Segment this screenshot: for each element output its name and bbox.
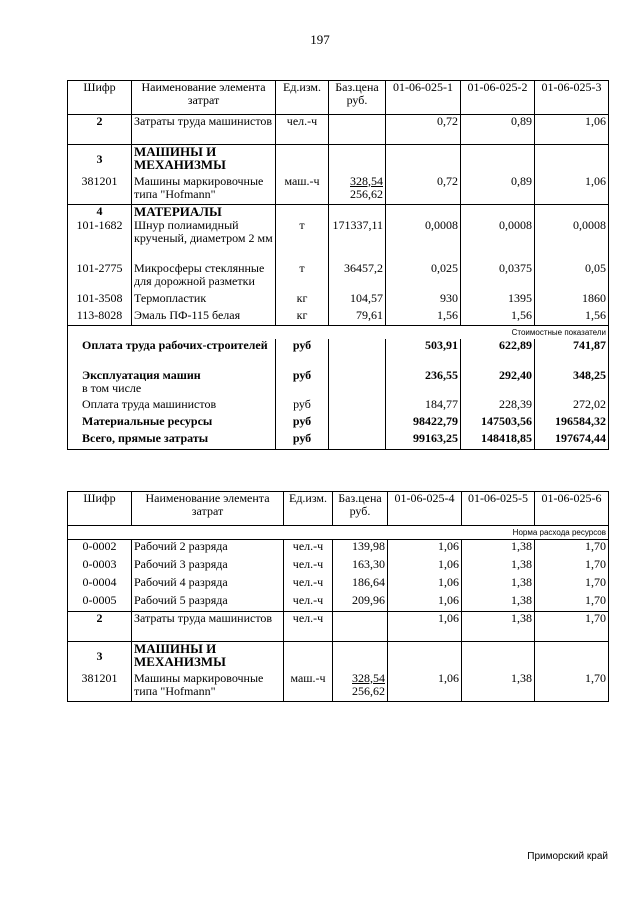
- row-value: 1,70: [535, 576, 609, 594]
- table-header-row: [68, 81, 609, 115]
- footer-region: Приморский край: [527, 851, 608, 862]
- row-value: 1860: [535, 292, 609, 309]
- row-price: 163,30: [333, 558, 388, 576]
- section-number: 3: [68, 145, 132, 175]
- row-price: [333, 672, 388, 702]
- row-value: 1,56: [386, 309, 461, 326]
- header-name: Наименование элемента затрат: [132, 492, 284, 526]
- summary-value: 348,25: [535, 369, 609, 398]
- row-name: Рабочий 2 разряда: [132, 540, 284, 558]
- row-value: 1,70: [535, 612, 609, 642]
- row-value: 1,56: [535, 309, 609, 326]
- summary-value: 622,89: [461, 339, 535, 369]
- summary-row: [68, 369, 609, 398]
- table-header-row: [68, 492, 609, 526]
- summary-value: 184,77: [386, 398, 461, 415]
- summary-unit: руб: [276, 432, 329, 449]
- table-row: [68, 558, 609, 576]
- row-unit: чел.-ч: [284, 612, 333, 642]
- row-name: Затраты труда машинистов: [132, 115, 276, 145]
- row-name: Машины маркировочные типа "Hofmann": [132, 672, 284, 702]
- summary-value: 503,91: [386, 339, 461, 369]
- row-value: 1,38: [462, 558, 535, 576]
- row-value: 1,06: [388, 612, 462, 642]
- summary-unit: руб: [276, 339, 329, 369]
- header-col-2: 01-06-025-2: [461, 81, 535, 115]
- section-title: МАТЕРИАЛЫ: [132, 205, 276, 219]
- price-current: 328,54: [352, 670, 385, 685]
- header-col-3: 01-06-025-3: [535, 81, 609, 115]
- row-value: 0,0008: [535, 219, 609, 262]
- row-value: 1,38: [462, 540, 535, 558]
- header-price: Баз.цена руб.: [333, 492, 388, 526]
- row-code: 381201: [68, 672, 132, 702]
- summary-value: 197674,44: [535, 432, 609, 449]
- table-row: [68, 115, 609, 145]
- row-code: 2: [68, 115, 132, 145]
- row-value: 1,06: [388, 576, 462, 594]
- row-value: 0,0375: [461, 262, 535, 292]
- summary-value: 99163,25: [386, 432, 461, 449]
- row-price: 186,64: [333, 576, 388, 594]
- row-code: 101-3508: [68, 292, 132, 309]
- row-unit: т: [276, 219, 329, 262]
- row-value: 0,0008: [461, 219, 535, 262]
- header-code: Шифр: [68, 81, 132, 115]
- row-price: 79,61: [329, 309, 386, 326]
- summary-name-block: [68, 369, 276, 398]
- section-title: МАШИНЫ И МЕХАНИЗМЫ: [132, 145, 276, 175]
- row-unit: чел.-ч: [284, 594, 333, 612]
- row-code: 2: [68, 612, 132, 642]
- row-unit: чел.-ч: [276, 115, 329, 145]
- summary-value: 272,02: [535, 398, 609, 415]
- norm-note: Норма расхода ресурсов: [68, 526, 609, 540]
- resource-table-2: [67, 491, 609, 702]
- summary-unit: руб: [276, 415, 329, 432]
- row-unit: маш.-ч: [276, 175, 329, 205]
- summary-unit: руб: [276, 369, 329, 398]
- row-unit: кг: [276, 292, 329, 309]
- row-value: 1,06: [388, 558, 462, 576]
- header-code: Шифр: [68, 492, 132, 526]
- header-unit: Ед.изм.: [284, 492, 333, 526]
- summary-unit: руб: [276, 398, 329, 415]
- section-title: МАШИНЫ И МЕХАНИЗМЫ: [132, 642, 284, 672]
- summary-subnote: в том числе: [82, 381, 142, 395]
- table-row: [68, 262, 609, 292]
- summary-value: 236,55: [386, 369, 461, 398]
- section-row: [68, 145, 609, 175]
- table-row: [68, 594, 609, 612]
- page-number: 197: [310, 32, 330, 47]
- row-value: 0,025: [386, 262, 461, 292]
- row-value: 0,0008: [386, 219, 461, 262]
- section-number: 4: [68, 205, 132, 219]
- summary-name: Всего, прямые затраты: [68, 432, 276, 449]
- row-price: 139,98: [333, 540, 388, 558]
- header-price: Баз.цена руб.: [329, 81, 386, 115]
- header-name: Наименование элемента затрат: [132, 81, 276, 115]
- row-price: [329, 115, 386, 145]
- row-value: 1,38: [462, 594, 535, 612]
- price-base: 256,62: [352, 683, 385, 698]
- row-value: 0,72: [386, 115, 461, 145]
- row-name: Микросферы стеклянные для дорожной разметки: [132, 262, 276, 292]
- header-col-3: 01-06-025-6: [535, 492, 609, 526]
- cost-note: Стоимостные показатели: [68, 326, 609, 340]
- row-name: Эмаль ПФ-115 белая: [132, 309, 276, 326]
- resource-table-1: [67, 80, 609, 450]
- row-unit: т: [276, 262, 329, 292]
- summary-name: Оплата труда рабочих-строителей: [68, 339, 276, 369]
- row-name: Шнур полиамидный крученый, диаметром 2 мм: [132, 219, 276, 262]
- row-value: 1,06: [388, 672, 462, 702]
- row-value: 1,06: [388, 594, 462, 612]
- row-name: Затраты труда машинистов: [132, 612, 284, 642]
- summary-name: Эксплуатация машин: [82, 368, 201, 382]
- summary-value: 148418,85: [461, 432, 535, 449]
- table-row: [68, 219, 609, 262]
- row-value: 1,06: [535, 115, 609, 145]
- table-row: [68, 540, 609, 558]
- summary-value: 228,39: [461, 398, 535, 415]
- header-col-1: 01-06-025-4: [388, 492, 462, 526]
- row-code: 0-0004: [68, 576, 132, 594]
- row-name: Термопластик: [132, 292, 276, 309]
- summary-value: 741,87: [535, 339, 609, 369]
- header-col-2: 01-06-025-5: [462, 492, 535, 526]
- row-unit: чел.-ч: [284, 558, 333, 576]
- norm-note-row: [68, 526, 609, 540]
- row-name: Рабочий 3 разряда: [132, 558, 284, 576]
- header-col-1: 01-06-025-1: [386, 81, 461, 115]
- section-row: [68, 642, 609, 672]
- table-row: [68, 612, 609, 642]
- row-value: 0,72: [386, 175, 461, 205]
- section-row: [68, 205, 609, 219]
- header-unit: Ед.изм.: [276, 81, 329, 115]
- row-value: 1,56: [461, 309, 535, 326]
- row-code: 0-0005: [68, 594, 132, 612]
- row-price: [329, 175, 386, 205]
- row-name: Рабочий 5 разряда: [132, 594, 284, 612]
- summary-value: 147503,56: [461, 415, 535, 432]
- section-number: 3: [68, 642, 132, 672]
- row-value: 0,89: [461, 115, 535, 145]
- row-code: 381201: [68, 175, 132, 205]
- row-value: 1,70: [535, 540, 609, 558]
- row-code: 101-1682: [68, 219, 132, 262]
- row-code: 0-0002: [68, 540, 132, 558]
- row-price: 171337,11: [329, 219, 386, 262]
- table-row: [68, 672, 609, 702]
- row-value: 1,38: [462, 672, 535, 702]
- row-value: 930: [386, 292, 461, 309]
- row-value: 1,06: [535, 175, 609, 205]
- row-name: Машины маркировочные типа "Hofmann": [132, 175, 276, 205]
- summary-name: Оплата труда машинистов: [68, 398, 276, 415]
- row-code: 101-2775: [68, 262, 132, 292]
- row-unit: чел.-ч: [284, 540, 333, 558]
- row-code: 113-8028: [68, 309, 132, 326]
- cost-note-row: [68, 326, 609, 340]
- price-base: 256,62: [350, 186, 383, 201]
- summary-value: 292,40: [461, 369, 535, 398]
- summary-value: 196584,32: [535, 415, 609, 432]
- summary-name: Материальные ресурсы: [68, 415, 276, 432]
- row-value: 1395: [461, 292, 535, 309]
- table-row: [68, 309, 609, 326]
- row-price: 36457,2: [329, 262, 386, 292]
- row-value: 1,70: [535, 558, 609, 576]
- row-value: 0,89: [461, 175, 535, 205]
- table-row: [68, 292, 609, 309]
- summary-row: [68, 415, 609, 432]
- row-code: 0-0003: [68, 558, 132, 576]
- summary-row: [68, 339, 609, 369]
- row-unit: чел.-ч: [284, 576, 333, 594]
- row-value: 1,70: [535, 594, 609, 612]
- row-unit: кг: [276, 309, 329, 326]
- table-row: [68, 175, 609, 205]
- row-value: 1,70: [535, 672, 609, 702]
- row-value: 1,06: [388, 540, 462, 558]
- summary-value: 98422,79: [386, 415, 461, 432]
- row-value: 0,05: [535, 262, 609, 292]
- row-unit: маш.-ч: [284, 672, 333, 702]
- summary-row: [68, 432, 609, 449]
- row-price: 104,57: [329, 292, 386, 309]
- row-name: Рабочий 4 разряда: [132, 576, 284, 594]
- row-price: 209,96: [333, 594, 388, 612]
- price-current: 328,54: [350, 173, 383, 188]
- summary-row: [68, 398, 609, 415]
- row-value: 1,38: [462, 612, 535, 642]
- row-value: 1,38: [462, 576, 535, 594]
- table-row: [68, 576, 609, 594]
